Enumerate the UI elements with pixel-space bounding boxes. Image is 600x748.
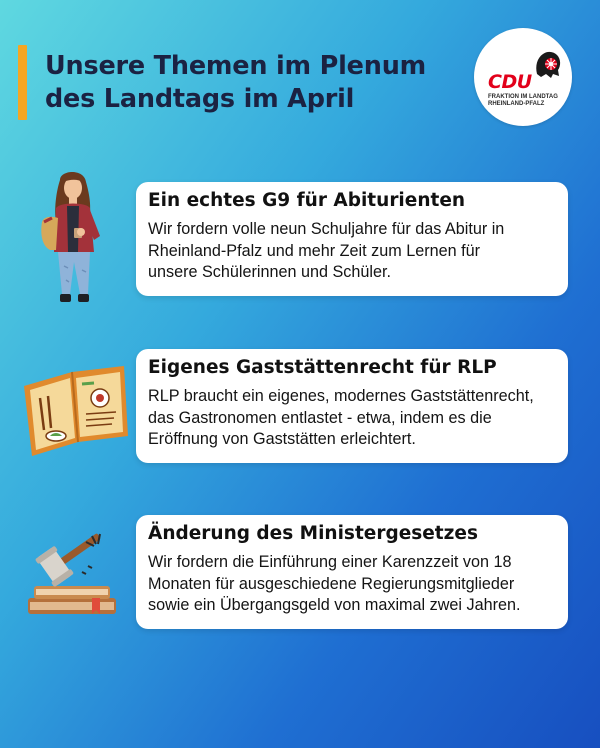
lion-emblem-icon xyxy=(531,48,565,80)
topic-body-line: unsere Schülerinnen und Schüler. xyxy=(148,263,391,281)
topic-body-line: sowie ein Übergangsgeld von maximal zwei Jahren. xyxy=(148,596,521,614)
topic-card-gaststaettenrecht xyxy=(136,349,568,463)
logo-subtitle xyxy=(488,94,568,108)
topic-body xyxy=(148,552,560,617)
cdu-logo xyxy=(474,28,572,126)
topic-body-line: Wir fordern die Einführung einer Karenzzeit von 18 xyxy=(148,553,512,571)
topic-body-line: Rheinland-Pfalz und mehr Zeit zum Lernen für xyxy=(148,241,481,260)
topic-body-line: Eröffnung von Gaststätten erleichtert. xyxy=(148,430,416,448)
logo-subtitle-line-2: RHEINLAND-PFALZ xyxy=(488,101,545,107)
topic-body xyxy=(148,386,560,451)
topic-title: Änderung des Ministergesetzes xyxy=(148,523,478,544)
menu-card-icon xyxy=(20,358,132,460)
logo-subtitle-line-1: FRAKTION IM LANDTAG xyxy=(488,94,558,100)
topic-body-line: Wir fordern volle neun Schuljahre für das Abitur in xyxy=(148,220,505,238)
topic-title: Ein echtes G9 für Abiturienten xyxy=(148,190,466,211)
page-title xyxy=(45,50,465,116)
topic-body xyxy=(148,219,560,284)
topic-body-line: RLP braucht ein eigenes, modernes Gaststättenrecht, xyxy=(148,387,534,405)
gavel-icon xyxy=(26,528,120,622)
topic-card-ministergesetz xyxy=(136,515,568,629)
student-icon xyxy=(34,166,114,316)
topic-card-g9 xyxy=(136,182,568,296)
title-accent-bar xyxy=(18,45,27,120)
logo-wordmark: CDU xyxy=(488,71,532,93)
page-title-line-1: Unsere Themen im Plenum xyxy=(45,51,427,81)
topic-body-line: das Gastronomen entlastet - etwa, indem es die xyxy=(148,408,492,427)
topic-body-line: Monaten für ausgeschiedene Regierungsmitglieder xyxy=(148,574,515,593)
page-title-line-2: des Landtags im April xyxy=(45,84,355,114)
topic-title: Eigenes Gaststättenrecht für RLP xyxy=(148,357,497,378)
